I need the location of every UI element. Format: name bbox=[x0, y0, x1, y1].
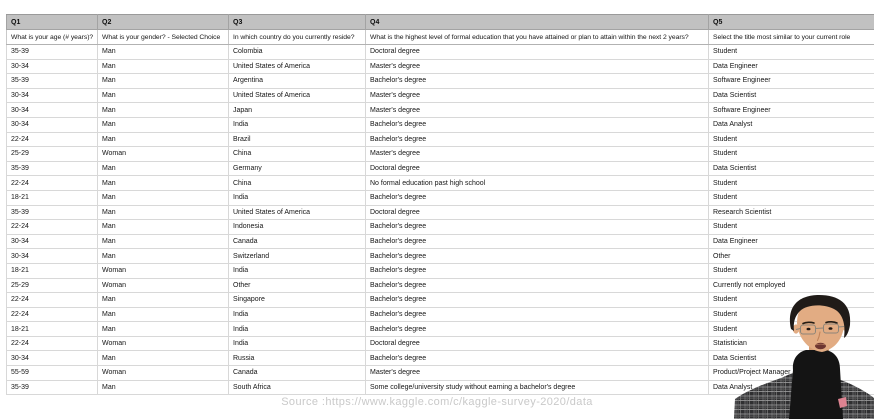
table-cell: No formal education past high school bbox=[366, 176, 709, 191]
table-cell: Other bbox=[229, 278, 366, 293]
table-cell: Man bbox=[98, 249, 229, 264]
column-id-q1: Q1 bbox=[7, 15, 98, 30]
table-row bbox=[7, 147, 874, 162]
table-row bbox=[7, 161, 874, 176]
question-q2: What is your gender? - Selected Choice bbox=[98, 30, 229, 45]
table-cell: Woman bbox=[98, 263, 229, 278]
table-cell: Doctoral degree bbox=[366, 161, 709, 176]
table-cell: Student bbox=[709, 220, 874, 235]
table-cell: Woman bbox=[98, 366, 229, 381]
table-cell: Canada bbox=[229, 366, 366, 381]
table-cell: Student bbox=[709, 45, 874, 60]
table-cell: Man bbox=[98, 132, 229, 147]
table-row bbox=[7, 205, 874, 220]
table-cell: Student bbox=[709, 176, 874, 191]
table-cell: Currently not employed bbox=[709, 278, 874, 293]
table-cell: Bachelor's degree bbox=[366, 322, 709, 337]
table-cell: Statistician bbox=[709, 336, 874, 351]
table-cell: India bbox=[229, 307, 366, 322]
table-cell: Student bbox=[709, 322, 874, 337]
table-cell: 30-34 bbox=[7, 88, 98, 103]
table-cell: Man bbox=[98, 74, 229, 89]
table-cell: Germany bbox=[229, 161, 366, 176]
table-cell: Master's degree bbox=[366, 147, 709, 162]
table-cell: India bbox=[229, 263, 366, 278]
table-cell: Student bbox=[709, 147, 874, 162]
table-row bbox=[7, 176, 874, 191]
table-cell: Data Analyst bbox=[709, 117, 874, 132]
table-cell: Singapore bbox=[229, 293, 366, 308]
table-cell: 35-39 bbox=[7, 161, 98, 176]
table-cell: Man bbox=[98, 234, 229, 249]
table-header bbox=[7, 15, 874, 45]
table-row bbox=[7, 234, 874, 249]
presenter-turtleneck bbox=[789, 350, 843, 419]
table-cell: Data Scientist bbox=[709, 88, 874, 103]
table-cell: Data Scientist bbox=[709, 351, 874, 366]
table-cell: 22-24 bbox=[7, 293, 98, 308]
presenter-eye-right bbox=[829, 327, 833, 330]
presenter-eye-left bbox=[807, 328, 811, 331]
table-row bbox=[7, 190, 874, 205]
table-cell: Colombia bbox=[229, 45, 366, 60]
column-id-q4: Q4 bbox=[366, 15, 709, 30]
table-cell: Student bbox=[709, 263, 874, 278]
table-cell: Indonesia bbox=[229, 220, 366, 235]
presenter-webcam-overlay bbox=[734, 295, 874, 419]
table-cell: Data Engineer bbox=[709, 234, 874, 249]
table-cell: Master's degree bbox=[366, 59, 709, 74]
table-cell: Man bbox=[98, 161, 229, 176]
table-cell: Russia bbox=[229, 351, 366, 366]
table-row bbox=[7, 74, 874, 89]
table-cell: Man bbox=[98, 190, 229, 205]
table-cell: Student bbox=[709, 293, 874, 308]
table-cell: Data Analyst bbox=[709, 380, 874, 395]
table-row bbox=[7, 88, 874, 103]
column-id-row bbox=[7, 15, 874, 30]
table-cell: Switzerland bbox=[229, 249, 366, 264]
table-cell: Product/Project Manager bbox=[709, 366, 874, 381]
table-cell: Bachelor's degree bbox=[366, 249, 709, 264]
table-cell: 22-24 bbox=[7, 220, 98, 235]
table-cell: 22-24 bbox=[7, 132, 98, 147]
table-cell: 25-29 bbox=[7, 147, 98, 162]
table-cell: Woman bbox=[98, 278, 229, 293]
table-cell: Man bbox=[98, 322, 229, 337]
table-cell: Man bbox=[98, 88, 229, 103]
table-cell: Other bbox=[709, 249, 874, 264]
table-cell: 25-29 bbox=[7, 278, 98, 293]
table-cell: United States of America bbox=[229, 88, 366, 103]
table-cell: Bachelor's degree bbox=[366, 117, 709, 132]
table-cell: Bachelor's degree bbox=[366, 132, 709, 147]
question-q3: In which country do you currently reside? bbox=[229, 30, 366, 45]
table-cell: Man bbox=[98, 205, 229, 220]
table-cell: Brazil bbox=[229, 132, 366, 147]
table-cell: Master's degree bbox=[366, 103, 709, 118]
table-cell: Man bbox=[98, 307, 229, 322]
table-cell: 35-39 bbox=[7, 380, 98, 395]
table-cell: Student bbox=[709, 307, 874, 322]
column-id-q5: Q5 bbox=[709, 15, 874, 30]
table-row bbox=[7, 220, 874, 235]
table-cell: Some college/university study without earning a bachelor's degree bbox=[366, 380, 709, 395]
table-cell: Man bbox=[98, 293, 229, 308]
table-cell: Software Engineer bbox=[709, 103, 874, 118]
table-cell: 18-21 bbox=[7, 322, 98, 337]
table-cell: Man bbox=[98, 59, 229, 74]
table-cell: Doctoral degree bbox=[366, 205, 709, 220]
table-cell: Student bbox=[709, 190, 874, 205]
table-cell: 30-34 bbox=[7, 59, 98, 74]
table-cell: Student bbox=[709, 132, 874, 147]
table-cell: China bbox=[229, 176, 366, 191]
table-cell: Woman bbox=[98, 147, 229, 162]
table-cell: 30-34 bbox=[7, 117, 98, 132]
table-cell: India bbox=[229, 322, 366, 337]
table-cell: Doctoral degree bbox=[366, 336, 709, 351]
table-cell: India bbox=[229, 117, 366, 132]
table-cell: India bbox=[229, 190, 366, 205]
table-cell: Bachelor's degree bbox=[366, 234, 709, 249]
table-cell: 30-34 bbox=[7, 103, 98, 118]
table-cell: Bachelor's degree bbox=[366, 293, 709, 308]
table-cell: Man bbox=[98, 220, 229, 235]
table-cell: 22-24 bbox=[7, 307, 98, 322]
table-cell: Bachelor's degree bbox=[366, 307, 709, 322]
table-cell: Bachelor's degree bbox=[366, 190, 709, 205]
table-cell: Software Engineer bbox=[709, 74, 874, 89]
table-cell: Data Engineer bbox=[709, 59, 874, 74]
table-cell: Bachelor's degree bbox=[366, 220, 709, 235]
table-row bbox=[7, 263, 874, 278]
table-cell: Research Scientist bbox=[709, 205, 874, 220]
table-cell: Bachelor's degree bbox=[366, 263, 709, 278]
table-cell: 22-24 bbox=[7, 336, 98, 351]
table-cell: 30-34 bbox=[7, 351, 98, 366]
table-cell: Bachelor's degree bbox=[366, 351, 709, 366]
source-caption: Source :https://www.kaggle.com/c/kaggle-survey-2020/data bbox=[281, 396, 593, 408]
column-question-row bbox=[7, 30, 874, 45]
table-row bbox=[7, 249, 874, 264]
column-id-q2: Q2 bbox=[98, 15, 229, 30]
table-cell: Bachelor's degree bbox=[366, 74, 709, 89]
column-id-q3: Q3 bbox=[229, 15, 366, 30]
table-cell: Data Scientist bbox=[709, 161, 874, 176]
table-row bbox=[7, 117, 874, 132]
table-cell: 18-21 bbox=[7, 263, 98, 278]
table-cell: 55-59 bbox=[7, 366, 98, 381]
table-cell: Man bbox=[98, 117, 229, 132]
table-cell: Argentina bbox=[229, 74, 366, 89]
table-row bbox=[7, 59, 874, 74]
table-cell: 35-39 bbox=[7, 205, 98, 220]
table-cell: Doctoral degree bbox=[366, 45, 709, 60]
table-cell: Man bbox=[98, 380, 229, 395]
question-q4: What is the highest level of formal education that you have attained or plan to attain within the next 2 years? bbox=[366, 30, 709, 45]
table-cell: 30-34 bbox=[7, 234, 98, 249]
table-cell: China bbox=[229, 147, 366, 162]
table-cell: Man bbox=[98, 176, 229, 191]
table-cell: Japan bbox=[229, 103, 366, 118]
table-row bbox=[7, 103, 874, 118]
table-cell: Man bbox=[98, 351, 229, 366]
table-row bbox=[7, 132, 874, 147]
table-cell: Man bbox=[98, 45, 229, 60]
question-q5: Select the title most similar to your current role bbox=[709, 30, 874, 45]
table-cell: Man bbox=[98, 103, 229, 118]
table-cell: 35-39 bbox=[7, 45, 98, 60]
table-cell: United States of America bbox=[229, 205, 366, 220]
table-cell: 18-21 bbox=[7, 190, 98, 205]
table-cell: 35-39 bbox=[7, 74, 98, 89]
table-cell: 30-34 bbox=[7, 249, 98, 264]
table-cell: Master's degree bbox=[366, 88, 709, 103]
table-cell: Canada bbox=[229, 234, 366, 249]
table-cell: India bbox=[229, 336, 366, 351]
question-q1: What is your age (# years)? bbox=[7, 30, 98, 45]
table-cell: 22-24 bbox=[7, 176, 98, 191]
table-row bbox=[7, 45, 874, 60]
table-row bbox=[7, 278, 874, 293]
table-cell: United States of America bbox=[229, 59, 366, 74]
table-cell: Woman bbox=[98, 336, 229, 351]
table-cell: Bachelor's degree bbox=[366, 278, 709, 293]
table-cell: South Africa bbox=[229, 380, 366, 395]
table-cell: Master's degree bbox=[366, 366, 709, 381]
